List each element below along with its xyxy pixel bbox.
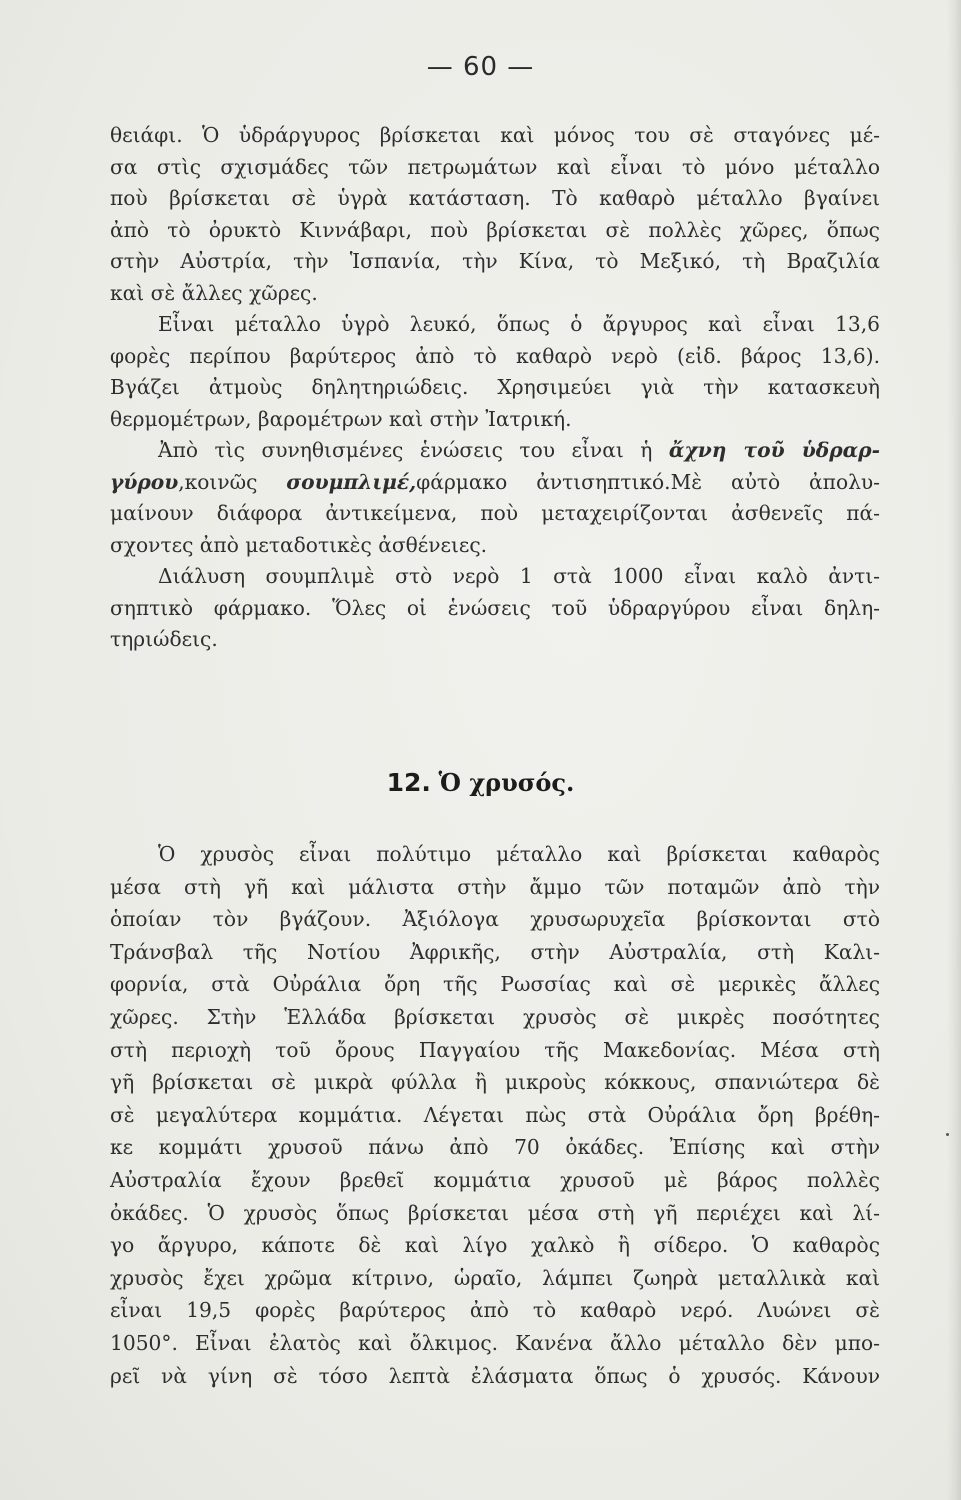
text-line: χρυσὸς ἔχει χρῶμα κίτρινο, ὡραῖο, λάμπει ζωηρὰ μεταλλικὰ καὶ [110, 1265, 880, 1290]
text-line: ποὺ βρίσκεται σὲ ὑγρὰ κατάσταση. Τὸ καθαρὸ μέταλλο βγαίνει [110, 186, 880, 210]
text-line [110, 435, 880, 467]
section-heading [0, 768, 961, 797]
text-line: μέσα στὴ γῆ καὶ μάλιστα στὴν ἄμμο τῶν ποταμῶν ἀπὸ τὴν [110, 874, 880, 899]
page-number: — 60 — [426, 52, 535, 82]
text-line: γῆ βρίσκεται σὲ μικρὰ φύλλα ἢ μικροὺς κόκκους, σπανιώτερα δὲ [110, 1070, 880, 1095]
text-line: σχοντες ἀπὸ μεταδοτικὲς ἀσθένειες. [110, 532, 488, 557]
text-line: ἀπὸ τὸ ὀρυκτὸ Κιννάβαρι, ποὺ βρίσκεται σὲ πολλὲς χῶρες, ὅπως [110, 217, 880, 242]
text-line: Βγάζει ἀτμοὺς δηλητηριώδεις. Χρησιμεύει γιὰ τὴν κατασκευὴ [110, 375, 880, 399]
text-line: σηπτικὸ φάρμακο. Ὅλες οἱ ἑνώσεις τοῦ ὑδραργύρου εἶναι δηλη- [110, 595, 880, 620]
term-sublimate: σουμπλιμέ, [286, 469, 417, 494]
text-run: Ἀπὸ τὶς συνηθισμένες ἑνώσεις του εἶναι ἡ [158, 438, 669, 462]
text-line: σα στὶς σχισμάδες τῶν πετρωμάτων καὶ εἶναι τὸ μόνο μέταλλο [110, 154, 880, 179]
page-edge-shadow [947, 0, 961, 1500]
term-mercury-chloride-end: γύρου [110, 469, 179, 494]
text-line: χῶρες. Στὴν Ἑλλάδα βρίσκεται χρυσὸς σὲ μικρὲς ποσότητες [110, 1004, 880, 1029]
text-line: ὀκάδες. Ὁ χρυσὸς ὅπως βρίσκεται μέσα στὴ γῆ περιέχει καὶ λί- [110, 1200, 880, 1225]
text-line: φορὲς περίπου βαρύτερος ἀπὸ τὸ καθαρὸ νερὸ (εἰδ. βάρος 13,6). [110, 343, 880, 368]
text-line: στὴ περιοχὴ τοῦ ὄρους Παγγαίου τῆς Μακεδονίας. Μέσα στὴ [110, 1037, 880, 1062]
text-run: ,κοινῶς [178, 469, 287, 494]
text-line: σὲ μεγαλύτερα κομμάτια. Λέγεται πὼς στὰ Οὐράλια ὄρη βρέθη- [110, 1102, 880, 1127]
text-line: κε κομμάτι χρυσοῦ πάνω ἀπὸ 70 ὀκάδες. Ἐπίσης καὶ στὴν [110, 1135, 880, 1160]
text-line: στὴν Αὐστρία, τὴν Ἱσπανία, τὴν Κίνα, τὸ Μεξικό, τὴ Βραζιλία [110, 249, 880, 273]
text-line: Ὁ χρυσὸς εἶναι πολύτιμο μέταλλο καὶ βρίσκεται καθαρὸς [158, 842, 880, 866]
text-line: Εἶναι μέταλλο ὑγρὸ λευκό, ὅπως ὁ ἄργυρος καὶ εἶναι 13,6 [158, 312, 880, 336]
text-line: γο ἄργυρο, κάποτε δὲ καὶ λίγο χαλκὸ ἢ σίδερο. Ὁ καθαρὸς [110, 1233, 880, 1258]
text-line: ρεῖ νὰ γίνη σὲ τόσο λεπτὰ ἐλάσματα ὅπως ὁ χρυσός. Κάνουν [110, 1363, 880, 1388]
text-line: τηριώδεις. [110, 627, 218, 651]
term-mercury-chloride: ἄχνη τοῦ ὑδραρ- [668, 438, 880, 462]
text-line: καὶ σὲ ἄλλες χῶρες. [110, 280, 318, 305]
text-line: 1050°. Εἶναι ἐλατὸς καὶ ὄλκιμος. Κανένα ἄλλο μέταλλο δὲν μπο- [110, 1330, 880, 1355]
text-line [110, 467, 880, 499]
text-run: φάρμακο ἀντισηπτικό.Μὲ αὐτὸ ἀπολυ- [416, 469, 880, 494]
text-line: θειάφι. Ὁ ὑδράργυρος βρίσκεται καὶ μόνος του σὲ σταγόνες μέ- [110, 123, 880, 147]
text-line: θερμομέτρων, βαρομέτρων καὶ στὴν Ἰατρική. [110, 406, 572, 431]
section-number: 12. [386, 768, 431, 797]
text-line: Τράνσβαλ τῆς Νοτίου Ἀφρικῆς, στὴν Αὐστραλία, στὴ Καλι- [110, 939, 880, 964]
text-line: ὁποίαν τὸν βγάζουν. Ἀξιόλογα χρυσωρυχεῖα βρίσκονται στὸ [110, 907, 880, 932]
paper-speck [946, 1133, 949, 1136]
text-line: φορνία, στὰ Οὐράλια ὄρη τῆς Ρωσσίας καὶ σὲ μερικὲς ἄλλες [110, 972, 880, 997]
text-block-mercury [110, 120, 880, 656]
section-title: Ὁ χρυσός. [438, 768, 575, 797]
text-block-gold [110, 838, 880, 1392]
text-line: Αὐστραλία ἔχουν βρεθεῖ κομμάτια χρυσοῦ μὲ βάρος πολλὲς [110, 1167, 880, 1192]
text-line: Διάλυση σουμπλιμὲ στὸ νερὸ 1 στὰ 1000 εἶναι καλὸ ἀντι- [158, 564, 880, 588]
text-line: μαίνουν διάφορα ἀντικείμενα, ποὺ μεταχειρίζονται ἀσθενεῖς πά- [110, 501, 880, 525]
text-line: εἶναι 19,5 φορὲς βαρύτερος ἀπὸ τὸ καθαρὸ νερό. Λυώνει σὲ [110, 1298, 880, 1323]
